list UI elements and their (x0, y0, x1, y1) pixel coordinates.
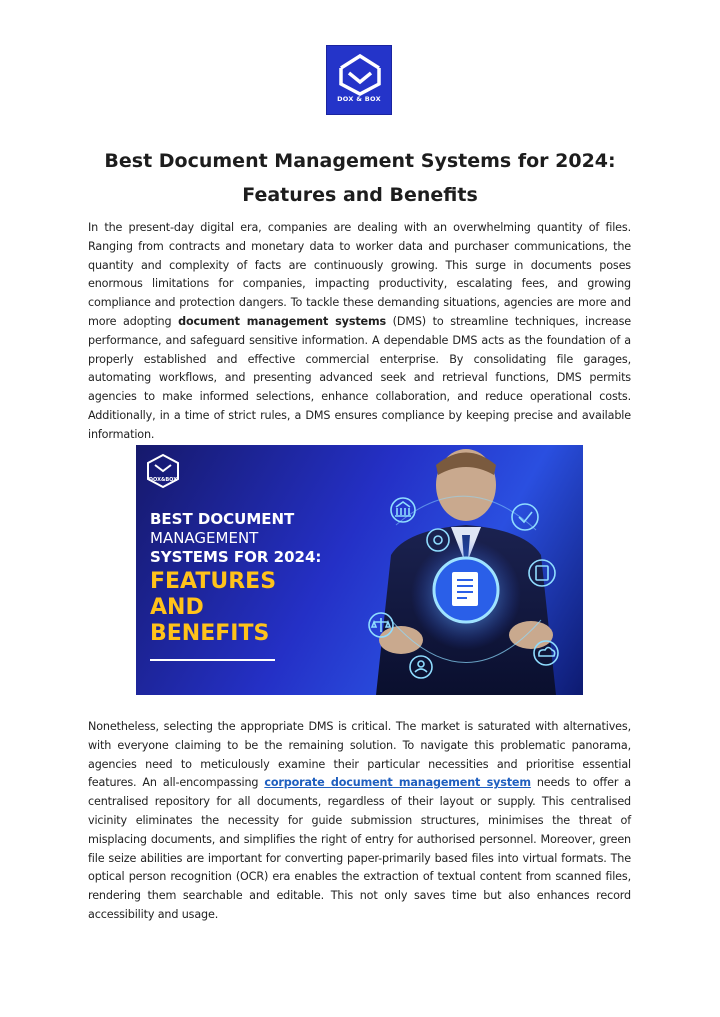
box-chevron-logo-icon (327, 46, 393, 116)
banner-line-1: BEST DOCUMENT (150, 510, 295, 528)
document-icon (452, 572, 478, 606)
title-line-2: Features and Benefits (242, 184, 478, 206)
body-paragraph (88, 718, 631, 925)
banner-line-2: MANAGEMENT (150, 529, 259, 547)
title-line-1: Best Document Management Systems for 2024: (104, 150, 616, 172)
corporate-dms-link[interactable]: corporate document management system (264, 776, 531, 790)
banner-line-4: FEATURES (150, 569, 277, 594)
body-text-2: needs to offer a centralised repository for all documents, regardless of their layout or supply. This centralised vicinity eliminates the necessity for guide submission structures, minimises the threat of misplacing documents, and simplifies the right of entry for authorised personnel. Moreover, green file seize abilities are important for converting paper-primarily based files into virtual formats. The optical person recognition (OCR) era enables the extraction of textual content from scanned files, rendering them searchable and editable. This not only saves time but also enhances record accessibility and usage. (88, 776, 631, 921)
banner-logo-icon (146, 453, 180, 489)
checkmark-icon (512, 504, 538, 530)
banner-line-3: SYSTEMS FOR 2024: (150, 548, 322, 566)
intro-paragraph (88, 219, 631, 445)
body-text-1: Nonetheless, selecting the appropriate DMS is critical. The market is saturated with alternatives, with everyone claiming to be the remaining solution. To navigate this problematic panorama, agencies need to meticulously examine their particular necessities and prioritise essential features. An all-encompassing (88, 720, 631, 790)
right-hand (509, 621, 553, 649)
banner-logo-text: DOX&BOX (148, 477, 178, 483)
logo-text: DOX & BOX (337, 95, 381, 103)
brand-logo (326, 45, 392, 115)
intro-bold-term: document management systems (178, 314, 386, 328)
banner-underline (150, 659, 275, 661)
banner-line-6: BENEFITS (150, 621, 270, 646)
intro-text-2: (DMS) to streamline techniques, increase performance, and safeguard sensitive information. A dependable DMS acts as the foundation of a properly established and effective commercial enterprise. By consolidating file garages, automating workflows, and presenting advanced seek and retrieval functions, DMS permits agencies to make informed selections, enhance collaboration, and reduce operational costs. Additionally, in a time of strict rules, a DMS ensures compliance by keeping precise and available information. (88, 314, 631, 441)
article-banner-image (136, 445, 583, 695)
banner-line-5: AND (150, 595, 204, 620)
intro-text-1: In the present-day digital era, companies are dealing with an overwhelming quantity of files. Ranging from contracts and monetary data to worker data and purchaser communications, the quantity and complexity of facts are continuously growing. This surge in documents poses enormous limitations for companies, impacting productivity, escalating fees, and growing compliance and protection dangers. To tackle these demanding situations, agencies are more and more adopting (88, 221, 631, 328)
page-title (60, 144, 660, 212)
